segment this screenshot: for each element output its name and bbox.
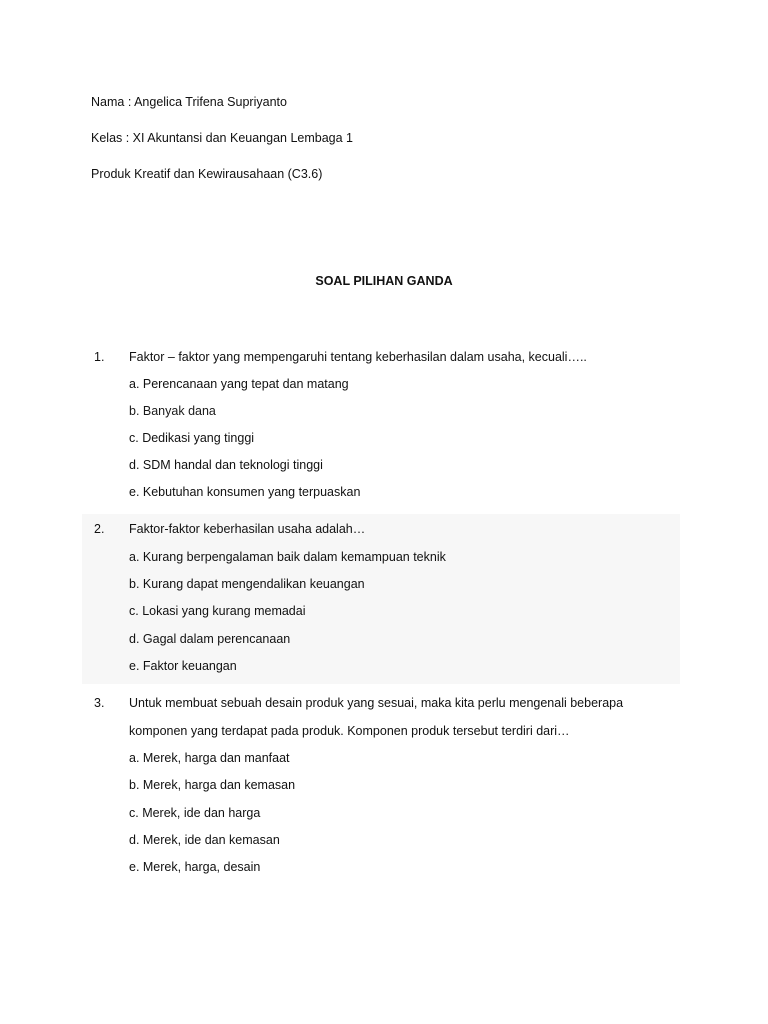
question-number: 3. xyxy=(94,696,105,710)
option-e: e. Merek, harga, desain xyxy=(129,860,261,874)
option-d: d. SDM handal dan teknologi tinggi xyxy=(129,458,323,472)
student-name-line: Nama : Angelica Trifena Supriyanto xyxy=(91,95,287,109)
option-b: b. Merek, harga dan kemasan xyxy=(129,778,296,792)
option-e: e. Faktor keuangan xyxy=(129,659,237,673)
option-a: a. Perencanaan yang tepat dan matang xyxy=(129,377,349,391)
option-c: c. Merek, ide dan harga xyxy=(129,806,261,820)
question-text-line-2: komponen yang terdapat pada produk. Komponen produk tersebut terdiri dari… xyxy=(129,724,570,738)
question-number: 2. xyxy=(94,522,105,536)
option-a: a. Merek, harga dan manfaat xyxy=(129,751,290,765)
subject-line: Produk Kreatif dan Kewirausahaan (C3.6) xyxy=(91,167,323,181)
option-d: d. Merek, ide dan kemasan xyxy=(129,833,280,847)
question-text-line-1: Untuk membuat sebuah desain produk yang sesuai, maka kita perlu mengenali beberapa xyxy=(129,696,624,710)
page-title: SOAL PILIHAN GANDA xyxy=(315,274,453,288)
option-c: c. Dedikasi yang tinggi xyxy=(129,431,255,445)
option-b: b. Banyak dana xyxy=(129,404,216,418)
question-2 xyxy=(82,514,680,684)
question-number: 1. xyxy=(94,350,105,364)
option-d: d. Gagal dalam perencanaan xyxy=(129,632,291,646)
question-text: Faktor – faktor yang mempengaruhi tentang keberhasilan dalam usaha, kecuali….. xyxy=(129,350,587,364)
question-3 xyxy=(82,690,680,880)
option-c: c. Lokasi yang kurang memadai xyxy=(129,604,306,618)
option-b: b. Kurang dapat mengendalikan keuangan xyxy=(129,577,365,591)
option-e: e. Kebutuhan konsumen yang terpuaskan xyxy=(129,485,361,499)
option-a: a. Kurang berpengalaman baik dalam kemampuan teknik xyxy=(129,550,446,564)
class-line: Kelas : XI Akuntansi dan Keuangan Lembaga 1 xyxy=(91,131,353,145)
question-text: Faktor-faktor keberhasilan usaha adalah… xyxy=(129,522,366,536)
question-1 xyxy=(82,340,680,510)
